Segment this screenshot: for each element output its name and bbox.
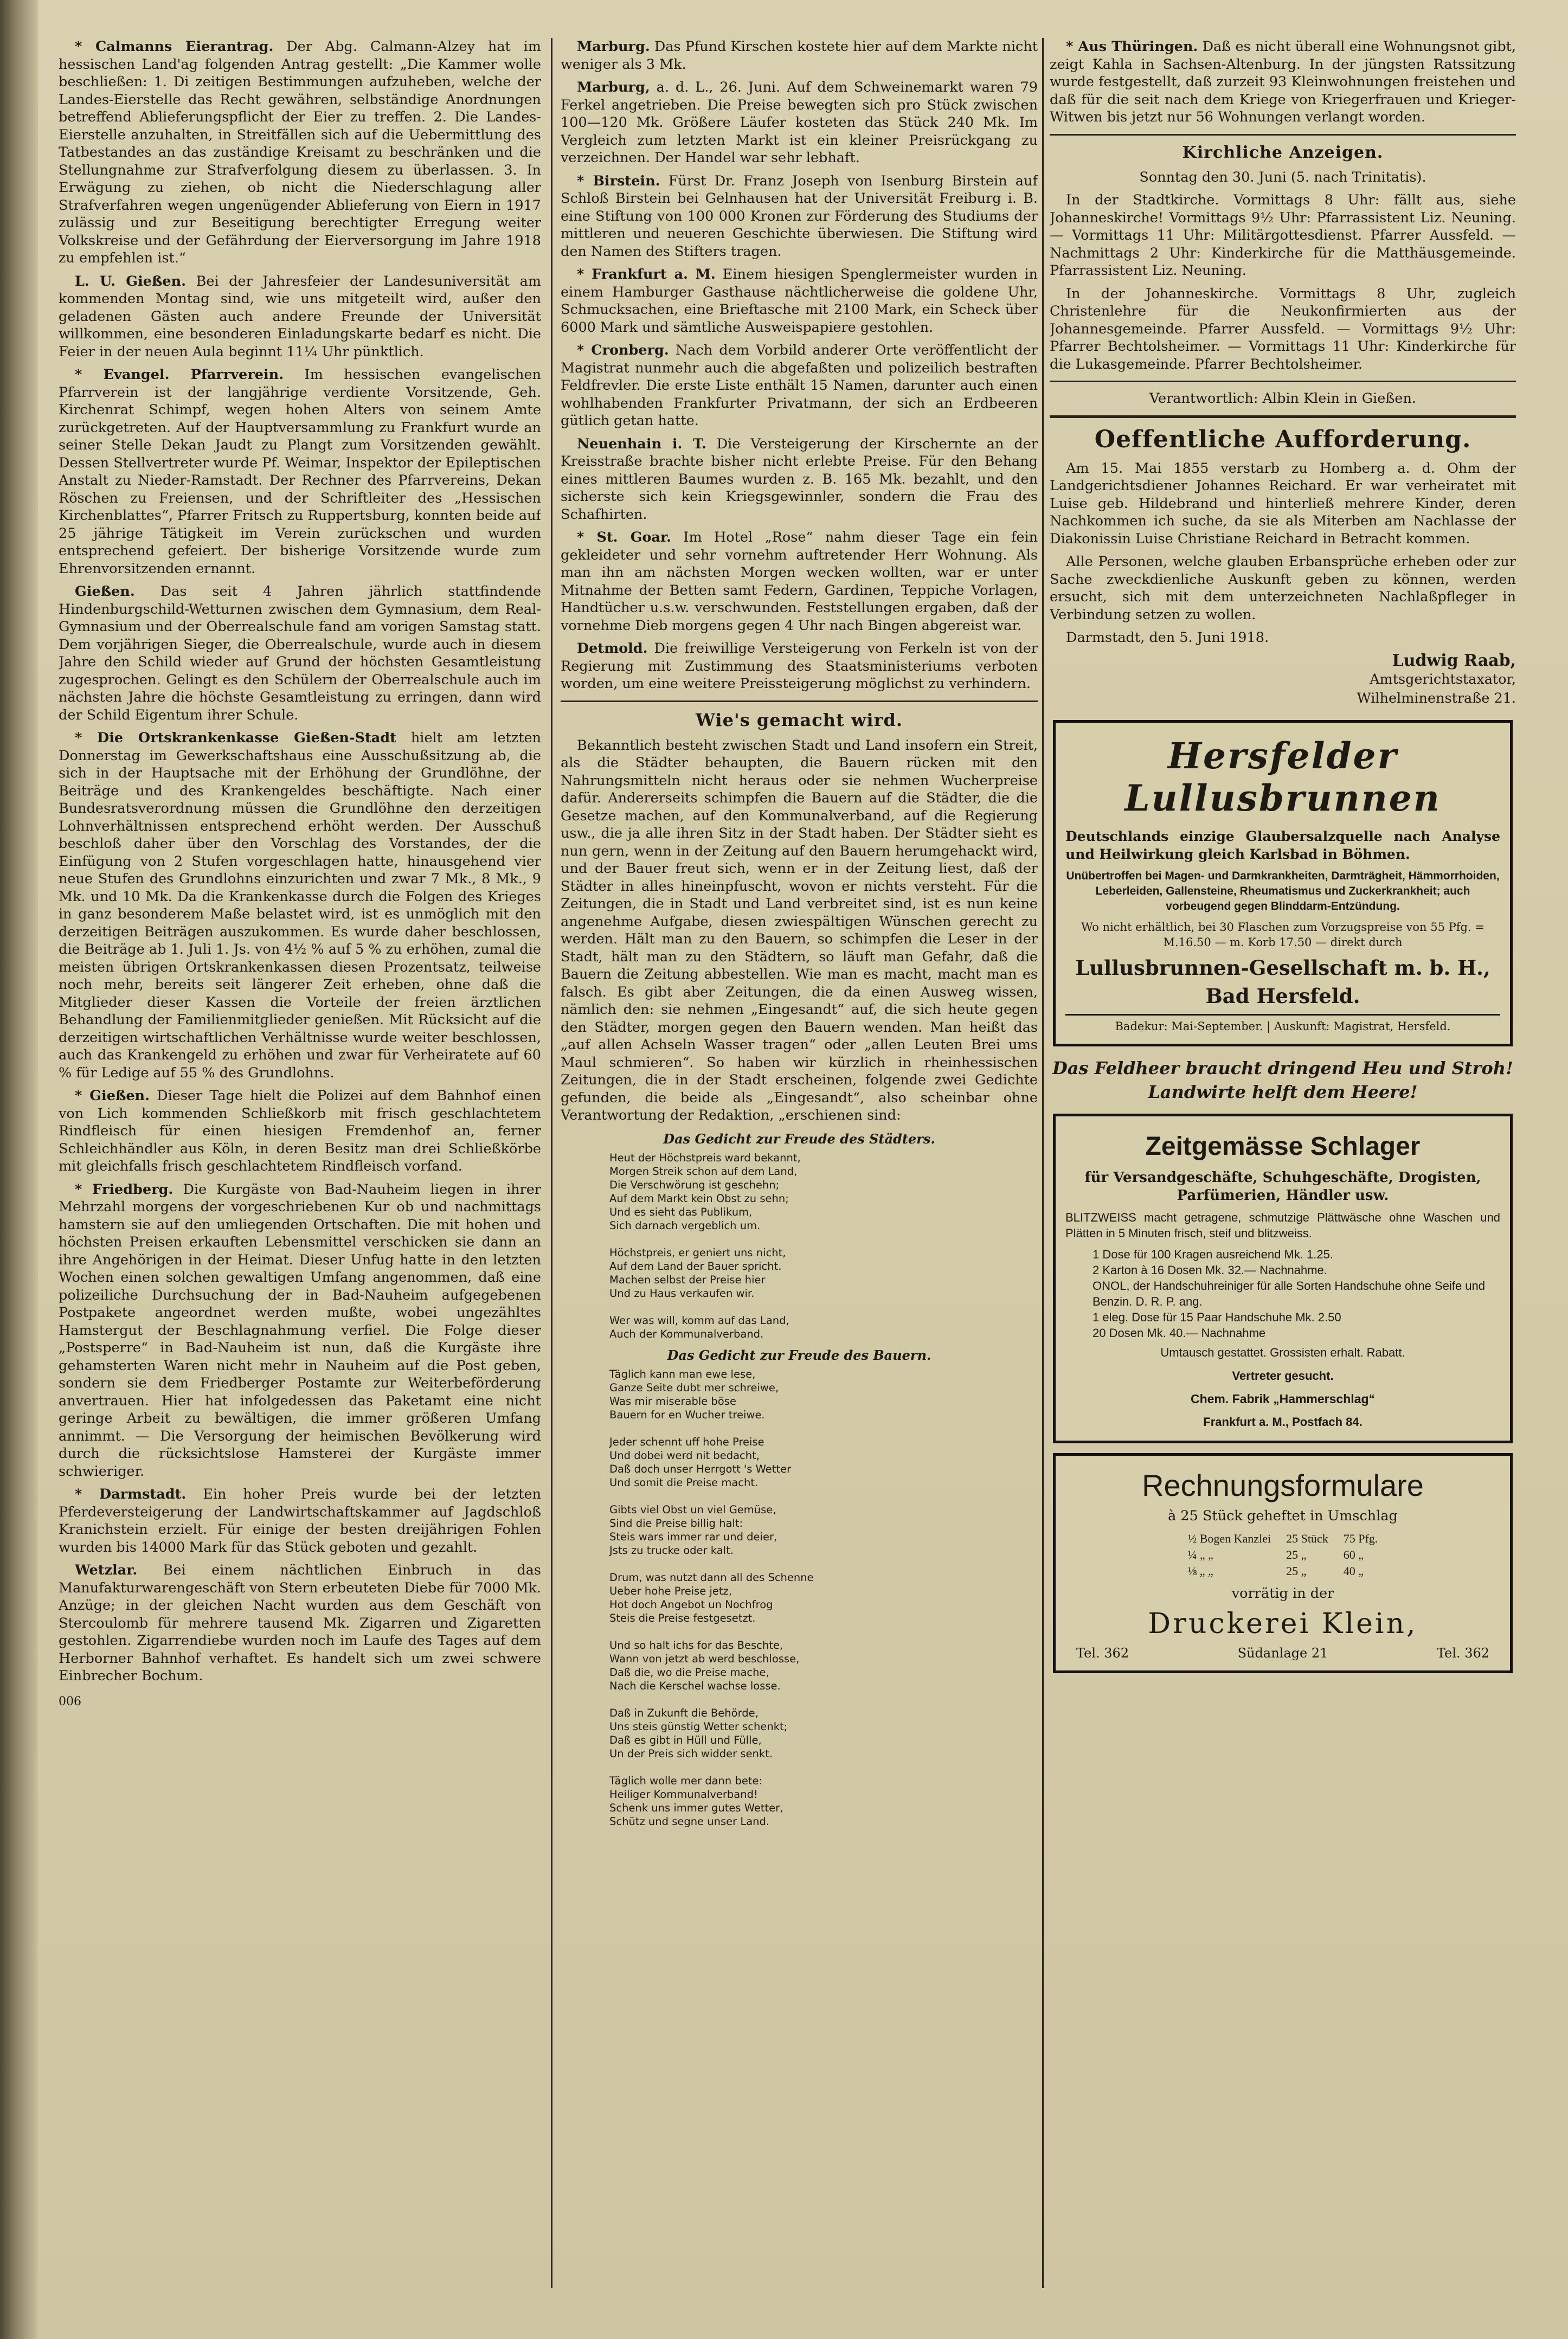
official-rule bbox=[1050, 415, 1516, 418]
ad-forms-title: Rechnungsformulare bbox=[1142, 1468, 1424, 1502]
ad-schlager-address: Frankfurt a. M., Postfach 84. bbox=[1203, 1415, 1363, 1429]
banner-feldheer bbox=[1050, 1056, 1516, 1104]
ad-schlager-firm: Chem. Fabrik „Hammerschlag“ bbox=[1190, 1392, 1375, 1406]
price-format: ¼ „ „ bbox=[1187, 1547, 1213, 1562]
ad-hersfeld-place: Bad Hersfeld. bbox=[1205, 984, 1360, 1008]
page-binding-edge bbox=[0, 0, 38, 2339]
article-giessen-turnen: Gießen. Das seit 4 Jahren jährlich stattfindende Hindenburgschild-Wetturnen zwischen dem Gymnasium, dem Real-Gymnasium und der Oberrealschule fand am vorigen Samstag statt. Dem vorjährigen Sieger, die Oberrealschule, wurde auch in diesem Jahre den Schild wieder auf Grund der höchsten Gesamtleistung zugesprochen. Gelingt es den Schülern der Oberrealschule auch im nächsten Jahre die höchste Gesamtleistung zu erringen, dann wird der Schild Eigentum ihrer Schule. bbox=[59, 583, 541, 723]
church-rule-bottom bbox=[1050, 381, 1516, 382]
price-qty: 25 „ bbox=[1286, 1564, 1307, 1578]
poem-1: Heut der Höchstpreis ward bekannt, Morgen Streik schon auf dem Land, Die Verschwörung ist geschehn; Auf dem Markt kein Obst zu sehn; Und es sieht das Publikum, Sich darnach vergeblich um. Höchstpreis, er geniert uns nicht, Auf dem Land der Bauer spricht. Machen selbst der Preise hier Und zu Haus verkaufen wir. Wer was will, komm auf das Land, Auch der Kommunalverband. bbox=[609, 1151, 801, 1340]
ad-forms-tel-left: Tel. 362 bbox=[1076, 1646, 1129, 1661]
article-darmstadt: * Darmstadt. Ein hoher Preis wurde bei der letzten Pferdeversteigerung der Landwirtschaftskammer auf Jagdschloß Kranichstein erzielt. Für einige der besten dreijährigen Fohlen wurden bis 14000 Mark für das Stück geboten und gezahlt. bbox=[59, 1486, 541, 1556]
article-thueringen: * Aus Thüringen. Daß es nicht überall eine Wohnungsnot gibt, zeigt Kahla in Sachsen-Altenburg. In der jüngsten Ratssitzung wurde festgestellt, daß zurzeit 93 Kleinwohnungen freistehen und daß für die seit nach dem Kriege von Kriegerfrauen und Krieger-Witwen bis jetzt nur 56 Wohnungen verlangt worden. bbox=[1050, 38, 1516, 125]
official-signature-name: Ludwig Raab, bbox=[1392, 651, 1516, 670]
column-1 bbox=[59, 38, 541, 2283]
price-qty: 25 „ bbox=[1286, 1547, 1307, 1562]
official-notice-p1: Am 15. Mai 1855 verstarb zu Homberg a. d. Ohm der Landgerichtsdiener Johannes Reichard. Er war verheiratet mit Luise geb. Hildebrand und hinterließ mehrere Kinder, deren Nachkommen ich suche, da sie als Miterben am Nachlasse der Diakonissin Luise Christiane Reichard in Betracht kommen. bbox=[1050, 460, 1516, 547]
price-row bbox=[1180, 1563, 1386, 1579]
ad-forms-subtitle: à 25 Stück geheftet in Umschlag bbox=[1168, 1508, 1398, 1524]
ad-hersfeld-title: Hersfelder Lullusbrunnen bbox=[1124, 735, 1441, 819]
ad-schlager-exchange: Umtausch gestattet. Grossisten erhalt. Rabatt. bbox=[1160, 1346, 1405, 1359]
church-subtitle: Sonntag den 30. Juni (5. nach Trinitatis). bbox=[1139, 169, 1426, 185]
ad-forms-printer: Druckerei Klein, bbox=[1148, 1608, 1418, 1640]
article-neuenhain: Neuenhain i. T. Die Versteigerung der Kirschernte an der Kreisstraße brachte bisher nicht erlebte Preise. Für den Behang eines mittleren Baumes wurden z. B. 165 Mk. bezahlt, und den sicherste sich kein Kriegsgewinnler, sondern die Frau des Schafhirten. bbox=[561, 435, 1038, 523]
ad-schlager-wanted: Vertreter gesucht. bbox=[1232, 1368, 1334, 1383]
ad-schlager-items bbox=[1093, 1246, 1500, 1341]
ad-hersfeld bbox=[1053, 720, 1513, 1046]
article-wetzlar: Wetzlar. Bei einem nächtlichen Einbruch in das Manufakturwarengeschäft von Stern erbeuteten Diebe für 7000 Mk. Anzüge; in der gleichen Nacht wurden aus dem Geschäft von Stercoulomb für mehrere tausend Mk. Zigarren und Zigaretten gestohlen. Zigarrendiebe wurden noch im Laufe des Tages auf dem Herborner Bahnhof verhaftet. Es handelt sich um zwei schwere Einbrecher Bochum. bbox=[59, 1562, 541, 1684]
column-divider-2 bbox=[1042, 38, 1044, 2288]
price-qty: 25 Stück bbox=[1286, 1531, 1328, 1545]
section-rule bbox=[561, 701, 1038, 702]
article-frankfurt: * Frankfurt a. M. Einem hiesigen Spenglermeister wurden in einem Hamburger Gasthause nächtlicherweise die goldene Uhr, Schmucksachen, eine Brieftasche mit 2100 Mark, ein Scheck über 6000 Mark und sämtliche Ausweispapiere gestohlen. bbox=[561, 266, 1038, 336]
column-2 bbox=[561, 38, 1038, 2288]
price-value: 60 „ bbox=[1343, 1547, 1364, 1562]
price-row bbox=[1180, 1547, 1386, 1563]
price-value: 75 Pfg. bbox=[1343, 1531, 1378, 1545]
ad-schlager-item: 20 Dosen Mk. 40.— Nachnahme bbox=[1093, 1326, 1266, 1340]
ad-schlager bbox=[1053, 1114, 1513, 1443]
ad-hersfeld-footer: Badekur: Mai-September. | Auskunft: Magistrat, Hersfeld. bbox=[1065, 1014, 1500, 1034]
article-lu-giessen: L. U. Gießen. Bei der Jahresfeier der Landesuniversität am kommenden Montag sind, wie uns mitgeteilt wird, außer den geladenen Gästen auch andere Freunde der Universität willkommen, eine besonderen Einladungskarte bedarf es nicht. Die Feier in der neuen Aula beginnt 11¼ Uhr pünktlich. bbox=[59, 273, 541, 360]
church-rule-top bbox=[1050, 134, 1516, 136]
ad-hersfeld-line1: Deutschlands einzige Glaubersalzquelle nach Analyse und Heilwirkung gleich Karlsbad in Böhmen. bbox=[1065, 828, 1500, 862]
article-cronberg: * Cronberg. Nach dem Vorbild anderer Orte veröffentlicht der Magistrat nunmehr auch die abgefaßten und polizeilich bestraften Feldfrevler. Die erste Liste enthält 15 Namen, darunter auch einen wohlhabenden Frankfurter Privatmann, der sich an Erdbeeren gütlich getan hatte. bbox=[561, 342, 1038, 429]
article-pfarrverein: * Evangel. Pfarrverein. Im hessischen evangelischen Pfarrverein ist der langjährige verdiente Vorsitzende, Geh. Kirchenrat Schimpf, wegen hohen Alters von seinem Amte zurückgetreten. Auf der Hauptversammlung zu Frankfurt wurde an seiner Stelle Dekan Jaudt zu Plangt zum Vorsitzenden gewählt. Dessen Stellvertreter wurde Pf. Weimar, Inspektor der Epileptischen Anstalt zu Nieder-Ramstadt. Der Rechner des Pfarrvereins, Dekan Röschen zu Freiensen, und der Schriftleiter des „Hessischen Kirchenblattes“, Pfarrer Fritsch zu Ruppertsburg, konnten beide auf 25 jährige Tätigkeit im Verein zurückschen und wurden entsprechend gefeiert. Der bisherige Vorsitzende wurde zum Ehrenvorsitzenden ernannt. bbox=[59, 367, 541, 577]
price-format: ⅛ „ „ bbox=[1187, 1564, 1213, 1578]
official-notice-date: Darmstadt, den 5. Juni 1918. bbox=[1066, 629, 1269, 646]
ad-forms-street: Südanlage 21 bbox=[1237, 1646, 1328, 1661]
ad-schlager-subtitle: für Versandgeschäfte, Schuhgeschäfte, Drogisten, Parfümerien, Händler usw. bbox=[1084, 1170, 1481, 1204]
ad-forms-price-table bbox=[1180, 1531, 1386, 1579]
church-title: Kirchliche Anzeigen. bbox=[1182, 143, 1384, 162]
official-notice-title: Oeffentliche Aufforderung. bbox=[1094, 425, 1471, 453]
article-ortskrankenkasse: * Die Ortskrankenkasse Gießen-Stadt hielt am letzten Donnerstag im Gewerkschaftshaus eine Ausschußsitzung ab, die sich in der Hauptsache mit der Erhöhung der Grundlöhne, der Beiträge und des Krankengeldes beschäftigte. Nach einer Bundesratsverordnung müssen die Grundlöhne den derzeitigen Lohnverhältnissen entsprechend erhöht werden. Der Ausschuß beschloß daher über den Vorschlag des Vorstandes, der die Einfügung von 2 Stufen vorgeschlagen hatte, hinausgehend vier neue Stufen des Grundlohns einzurichten und zwar 7 Mk., 8 Mk., 9 Mk. und 10 Mk. Da die Krankenkasse durch die Folgen des Krieges in ganz besonderem Maße belastet wird, ist es unmöglich mit den derzeitigen Beiträgen auszukommen. Es wurde daher beschlossen, die Beiträge ab 1. Juli 1. Js. von 4½ % auf 5 % zu erhöhen, zumal die meisten übrigen Ortskrankenkassen diesen Prozentsatz, teilweise noch mehr, bereits seit längerer Zeit erheben, ohne daß die Mitglieder dieser Kassen die Vorteile der freien ärztlichen Behandlung der Familienmitglieder genießen. Mit Rücksicht auf die derzeitigen wirtschaftlichen Verhältnisse wurde weiter beschlossen, auch das Krankengeld zu erhöhen und zwar für Verheiratete auf 60 % für Ledige auf 55 % des Grundlohns. bbox=[59, 730, 541, 1081]
official-signature-address: Wilhelminenstraße 21. bbox=[1357, 690, 1516, 706]
column-3 bbox=[1050, 38, 1516, 2288]
ad-hersfeld-line3: Wo nicht erhältlich, bei 30 Flaschen zum Vorzugspreise von 55 Pfg. = M.16.50 — m. Korb 17.50 — direkt durch bbox=[1081, 921, 1485, 949]
ad-forms-tel-right: Tel. 362 bbox=[1436, 1646, 1489, 1661]
ad-schlager-item: ONOL, der Handschuhreiniger für alle Sorten Handschuhe ohne Seife und Benzin. D. R. P. ang. bbox=[1093, 1279, 1486, 1308]
ad-hersfeld-line2: Unübertroffen bei Magen- und Darmkrankheiten, Darmträgheit, Hämmorrhoiden, Leberleiden, Gallensteine, Rheumatismus und Zuckerkrankheit; auch vorbeugend gegen Blinddarm-Entzündung. bbox=[1066, 870, 1500, 913]
ad-rechnungsformulare bbox=[1053, 1453, 1513, 1673]
price-row bbox=[1180, 1531, 1386, 1547]
official-notice-p2: Alle Personen, welche glauben Erbansprüche erheben oder zur Sache zweckdienliche Auskunft geben zu können, werden ersucht, sich mit dem unterzeichneten Nachlaßpfleger in Verbindung setzen zu wollen. bbox=[1050, 554, 1516, 623]
column-divider-1 bbox=[551, 38, 552, 2288]
poem-2: Täglich kann man ewe lese, Ganze Seite dubt mer schreiwe, Was mir miserable böse Bauern for en Wucher treiwe. Jeder schennt uff hohe Preise Und dobei werd nit bedacht, Daß doch unser Herrgott 's Wetter Und somit die Preise macht. Gibts viel Obst un viel Gemüse, Sind die Preise billig halt: Steis wars immer rar und deier, Jsts zu trucke oder kalt. Drum, was nutzt dann all des Schenne Ueber hohe Preise jetz, Hot doch Angebot un Nochfrog Steis die Preise festgesetzt. Und so halt ichs for das Beschte, Wann von jetzt ab werd beschlosse, Daß die, wo die Preise mache, Nach die Kerschel wachse losse. Daß in Zukunft die Behörde, Uns steis günstig Wetter schenkt; Daß es gibt in Hüll und Fülle, Un der Preis sich widder senkt. Täglich wolle mer dann bete: Heiliger Kommunalverband! Schenk uns immer gutes Wetter, Schütz und segne unser Land. bbox=[609, 1367, 814, 1828]
page-number: 006 bbox=[59, 1694, 81, 1708]
article-marburg-kirschen: Marburg. Das Pfund Kirschen kostete hier auf dem Markte nicht weniger als 3 Mk. bbox=[561, 38, 1038, 73]
responsible-editor: Verantwortlich: Albin Klein in Gießen. bbox=[1149, 390, 1417, 407]
ad-schlager-item: 1 eleg. Dose für 15 Paar Handschuhe Mk. 2.50 bbox=[1093, 1310, 1341, 1324]
ad-forms-available: vorrätig in der bbox=[1231, 1585, 1334, 1602]
price-value: 40 „ bbox=[1343, 1564, 1364, 1578]
ad-schlager-item: 1 Dose für 100 Kragen ausreichend Mk. 1.25. bbox=[1093, 1248, 1333, 1261]
official-signature-title: Amtsgerichtstaxator, bbox=[1370, 671, 1516, 687]
section-title-wies-gemacht: Wie's gemacht wird. bbox=[696, 709, 903, 730]
article-st-goar: * St. Goar. Im Hotel „Rose“ nahm dieser Tage ein fein gekleideter und sehr vornehm auftretender Herr Wohnung. Als man ihn am nächsten Morgen wecken wollten, war er unter Mitnahme der Betten samt Federn, Gardinen, Teppiche Vorlagen, Handtücher u.s.w. verschwunden. Feststellungen ergaben, daß der vornehme Dieb morgens gegen 4 Uhr nach Bingen abgereist war. bbox=[561, 529, 1038, 634]
ad-hersfeld-company: Lullusbrunnen-Gesellschaft m. b. H., bbox=[1075, 956, 1490, 980]
article-birstein: * Birstein. Fürst Dr. Franz Joseph von Isenburg Birstein auf Schloß Birstein bei Gelnhausen hat der Universität Freiburg i. B. eine Stiftung von 100 000 Kronen zur Förderung des Studiums der mittleren und neueren Geschichte überwiesen. Die Stiftung wird den Namen des Stifters tragen. bbox=[561, 172, 1038, 260]
ad-schlager-item: 2 Karton à 16 Dosen Mk. 32.— Nachnahme. bbox=[1093, 1263, 1327, 1277]
article-giessen-polizei: * Gießen. Dieser Tage hielt die Polizei auf dem Bahnhof einen von Lich kommenden Schließkorb mit frisch geschlachtetem Rindfleisch für einen hiesigen Fremdenhof an, ferner Schleichhändler aus Köln, in deren Besitz man drei Schließkörbe mit gleichfalls frisch geschlachtetem Rindfleisch vorfand. bbox=[59, 1088, 541, 1174]
church-stadtkirche: In der Stadtkirche. Vormittags 8 Uhr: fällt aus, siehe Johanneskirche! Vormittags 9½ Uhr: Pfarrassistent Liz. Neuning. — Vormittags 11 Uhr: Militärgottesdienst. Pfarrer Aussfeld. — Nachmittags 2 Uhr: Kinderkirche für die Matthäusgemeinde. Pfarrassistent Liz. Neuning. bbox=[1050, 192, 1516, 279]
article-marburg-schweine: Marburg, a. d. L., 26. Juni. Auf dem Schweinemarkt waren 79 Ferkel angetrieben. Die Preise bewegten sich pro Stück zwischen 100—120 Mk. Größere Läufer kosteten das Stück 240 Mk. Im Vergleich zum letzten Markt ist ein kleiner Preisrückgang zu verzeichnen. Der Handel war sehr lebhaft. bbox=[561, 79, 1038, 166]
ad-forms-contact-row bbox=[1065, 1646, 1500, 1661]
banner-line-2: Landwirte helft dem Heere! bbox=[1148, 1082, 1418, 1102]
poem-2-title: Das Gedicht zur Freude des Bauern. bbox=[667, 1347, 931, 1363]
poem-1-title: Das Gedicht zur Freude des Städters. bbox=[663, 1130, 935, 1147]
section-text-wies-gemacht: Bekanntlich besteht zwischen Stadt und Land insofern ein Streit, als die Städter behaupten, die Bauern rücken mit den Nahrungsmitteln nicht heraus oder sie nehmen Wucherpreise dafür. Andererseits schimpfen die Bauern auf die Städter, die die Gesetze machen, auf den Kommunalverband, auf die Regierung usw., die ja alle ihren Sitz in der Stadt haben. Der Städter sieht es nun gern, wenn in der Zeitung auf den Bauern herumgehackt wird, und der Bauer freut sich, wenn er in der Zeitung liest, daß der Städter in alles hineinpfuscht, wovon er nichts versteht. Für die Zeitungen, die in Stadt und Land verbreitet sind, ist es nun keine angenehme Aufgabe, diesen zwiespältigen Wünschen gerecht zu werden. Hält man zu den Bauern, so schimpfen die Leser in der Stadt, hält man zu den Städtern, so läuft man Gefahr, daß die Bauern die Zeitung abbestellen. Wie man es macht, macht man es falsch. Es gibt aber Zeitungen, die da einen Ausweg wissen, nämlich den: sie nehmen „Eingesandt“ auf, die sich heute gegen den Städter, morgen gegen den Bauern wenden. Man heißt das „auf allen Achseln Wasser tragen“ oder „allen Leuten Brei ums Maul schmieren“. So haben wir kürzlich in rheinhessischen Zeitungen, die in der Stadt erscheinen, folgende zwei Gedichte gefunden, die beide als „Eingesandt“, also scheinbar ohne Verantwortung der Redaktion, „erschienen sind: bbox=[561, 737, 1038, 1123]
article-detmold: Detmold. Die freiwillige Versteigerung von Ferkeln ist von der Regierung mit Zustimmung des Staatsministeriums verboten worden, um eine weitere Preissteigerung möglichst zu verhindern. bbox=[561, 640, 1038, 692]
price-format: ½ Bogen Kanzlei bbox=[1187, 1531, 1271, 1545]
church-johanneskirche: In der Johanneskirche. Vormittags 8 Uhr, zugleich Christenlehre für die Neukonfirmierten aus der Johannesgemeinde. Pfarrer Aussfeld. — Vormittags 9½ Uhr: Pfarrer Bechtolsheimer. — Vormittags 11 Uhr: Kinderkirche für die Lukasgemeinde. Pfarrer Bechtolsheimer. bbox=[1050, 285, 1516, 372]
ad-schlager-title: Zeitgemässe Schlager bbox=[1145, 1132, 1421, 1161]
ad-schlager-blitz: BLITZWEISS macht getragene, schmutzige Plättwäsche ohne Waschen und Plätten in 5 Minuten frisch, steif und blitzweiss. bbox=[1065, 1211, 1500, 1240]
article-calmann: * Calmanns Eierantrag. Der Abg. Calmann-Alzey hat im hessischen Land'ag folgenden Antrag gestellt: „Die Kammer wolle beschließen: 1. Di zeitigen Bestimmungen aufzuheben, welche der Landes-Eierstelle das Recht gewähren, selbständige Anordnungen betreffend Ablieferungspflicht der Eier zu treffen. 2. Die Landes-Eierstelle anzuhalten, in Streitfällen sich auf die Uebermittlung des Tatbestandes an das zuständige Kreisamt zu beschränken und die Stellungnahme zur Strafverfolgung diesem zu überlassen. 3. In Erwägung zu ziehen, ob nicht die Niederschlagung aller Strafverfahren wegen ungenügender Ablieferung von Eiern in 1917 zulässig und zur Beseitigung berechtigter Erregung weiter Volkskreise und der Gefährdung der Eierversorgung im Jahre 1918 zu empfehlen ist.“ bbox=[59, 38, 541, 266]
banner-line-1: Das Feldheer braucht dringend Heu und Stroh! bbox=[1052, 1058, 1513, 1078]
article-friedberg: * Friedberg. Die Kurgäste von Bad-Nauheim liegen in ihrer Mehrzahl morgens der vorgeschriebenen Kur ob und nachmittags hamstern sie auf den umliegenden Ortschaften. Die mit hohen und höchsten Preisen erkauften Lebensmittel verschicken sie dann an ihre Angehörigen in der Heimat. Dieser Unfug hatte in den letzten Wochen einen solchen gewaltigen Umfang angenommen, daß eine polizeiliche Durchsuchung der in Bad-Nauheim aufgegebenen Postpakete angeordnet werden mußte, wobei ungezähltes Hamstergut der Beschlagnahmung verfiel. Die Folge dieser „Postsperre“ in Bad-Nauheim ist nun, daß die Kurgäste ihre gehamsterten Waren nicht mehr in Nauheim auf die Post geben, sondern sie dem Friedberger Postamte zur Weiterbeförderung anvertrauen. Hier hat infolgedessen das Paketamt eine nicht geringe Arbeit zu bewältigen, die immer größeren Umfang annimmt. — Die Versorgung der heimischen Bevölkerung wird durch die rücksichtslose Hamsterei der Kurgäste immer schwieriger. bbox=[59, 1181, 541, 1480]
